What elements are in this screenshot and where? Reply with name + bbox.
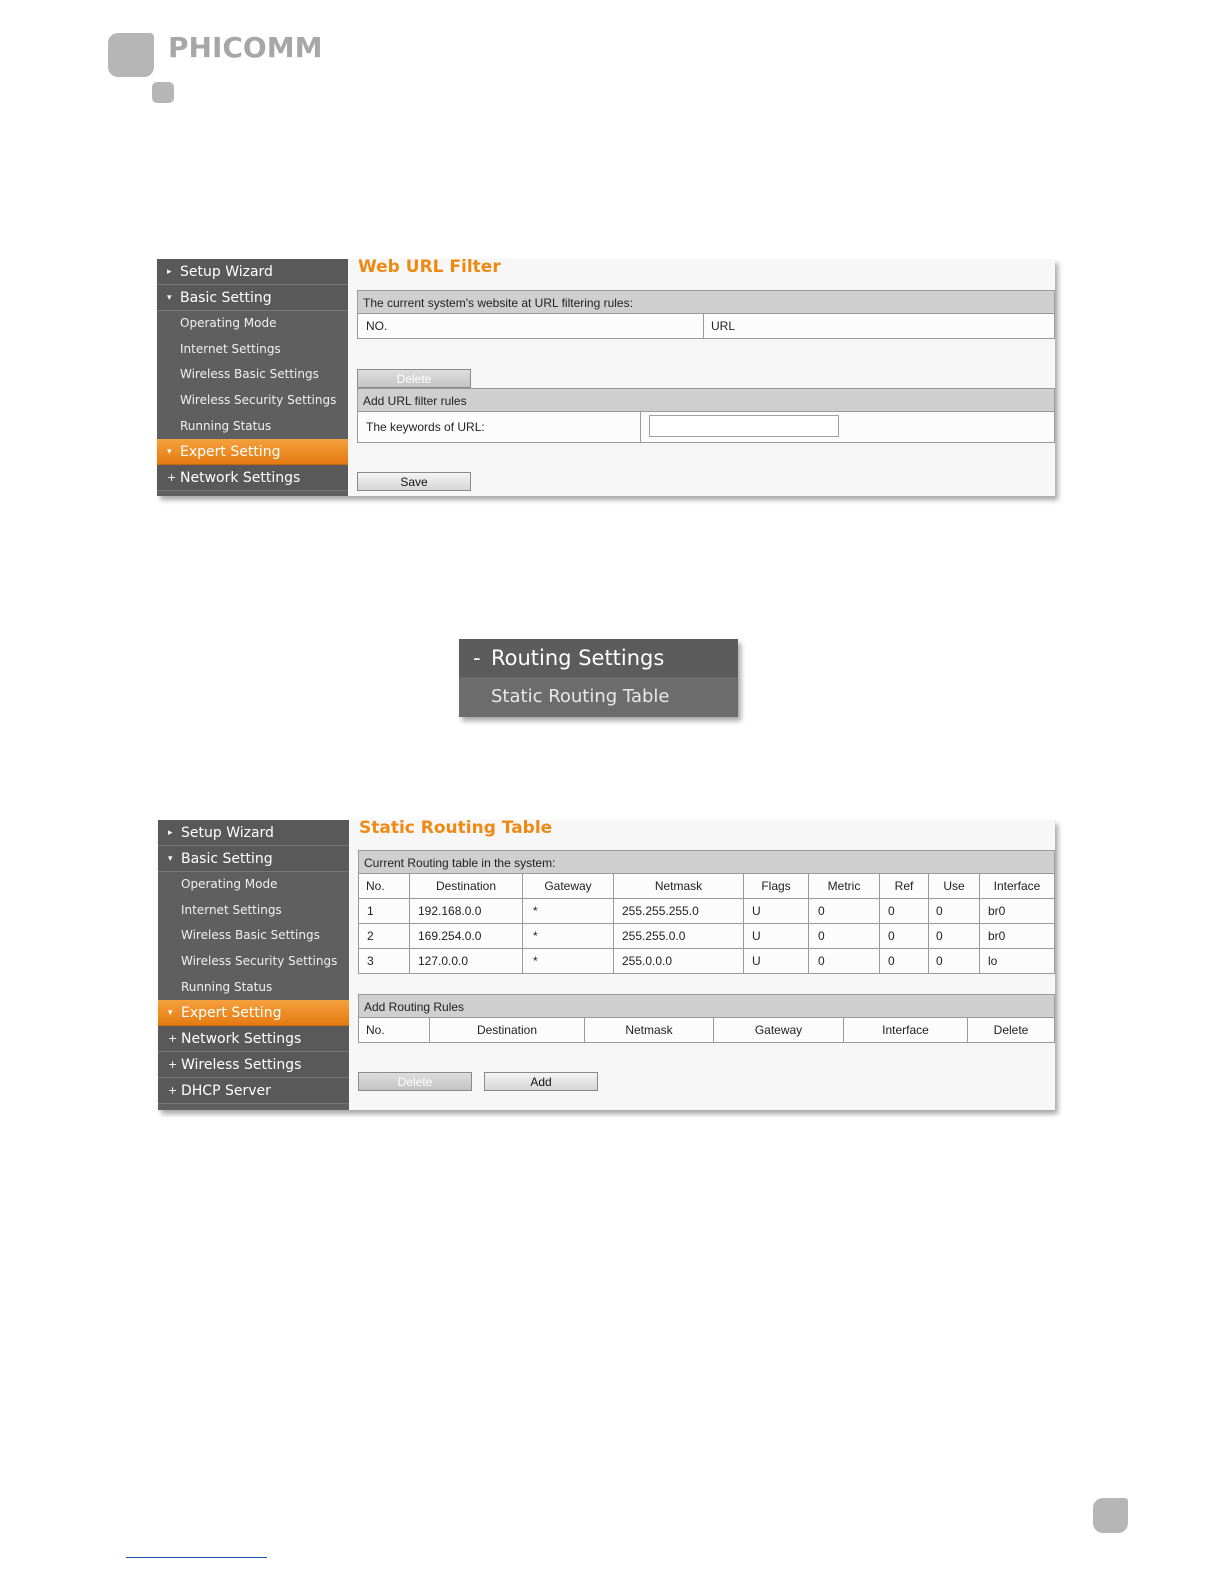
cell-netmask: 255.0.0.0 [613,949,743,973]
cell-use: 0 [928,949,979,973]
arrow-right-icon: ▸ [167,267,172,277]
cell-netmask: 255.255.0.0 [613,924,743,948]
sidebar-item-basic-setting[interactable] [158,846,349,872]
sidebar-item-network-settings[interactable] [157,465,348,491]
sidebar-item-setup-wizard[interactable] [157,259,348,285]
sidebar-item-label: Basic Setting [180,290,272,306]
cell-metric: 0 [808,899,879,923]
col-no: NO. [366,319,388,333]
sidebar-item-label: Wireless Settings [181,1057,302,1074]
arrow-down-icon: ▾ [167,447,172,458]
add-button[interactable]: Add [484,1072,598,1091]
sidebar-item-setup-wizard[interactable] [158,820,349,846]
static-routing-panel [158,820,1055,1110]
sidebar-item-wireless-security-settings[interactable]: Wireless Security Settings [180,393,337,408]
sidebar-item-label: Network Settings [181,1031,302,1048]
cell-ref: 0 [879,899,928,923]
col-destination: Destination [429,1018,584,1042]
cell-ref: 0 [879,949,928,973]
cell-flags: U [743,924,808,948]
arrow-down-icon: ▾ [167,293,172,303]
sidebar-menu [157,259,348,496]
sidebar-item-label: Setup Wizard [181,825,274,841]
sidebar-item-wireless-settings[interactable] [158,1052,349,1078]
cell-metric: 0 [808,949,879,973]
delete-button[interactable]: Delete [357,369,471,388]
sidebar-item-label: Setup Wizard [180,264,273,280]
logo-square-shape [108,33,154,77]
footer-link-underline [126,1557,267,1558]
col-destination: Destination [409,874,522,898]
cell-metric: 0 [808,924,879,948]
col-gateway: Gateway [713,1018,843,1042]
cell-interface: br0 [979,899,1054,923]
sidebar-item-network-settings[interactable] [158,1026,349,1052]
cell-gateway: * [522,949,613,973]
col-ref: Ref [879,874,928,898]
col-flags: Flags [743,874,808,898]
sidebar-item-label: Network Settings [180,470,301,487]
sidebar-item-label: DHCP Server [181,1083,271,1100]
cell-flags: U [743,899,808,923]
cell-netmask: 255.255.255.0 [613,899,743,923]
keyword-cell [640,412,1054,442]
plus-icon: + [168,1032,178,1046]
cell-no: 1 [367,904,374,918]
add-rules-header: Add URL filter rules [357,388,1055,412]
keyword-label: The keywords of URL: [366,420,485,434]
main-content [348,259,1055,496]
sidebar-item-operating-mode[interactable]: Operating Mode [181,877,278,891]
sidebar-item-wireless-security-settings[interactable]: Wireless Security Settings [181,954,338,969]
routing-settings-item[interactable] [459,639,738,677]
plus-icon: + [167,471,177,485]
table-row [358,899,1055,924]
col-url: URL [703,314,1054,338]
add-routing-header: Add Routing Rules [358,994,1055,1018]
main-content [349,820,1055,1110]
routing-settings-label: Routing Settings [491,646,665,670]
col-gateway: Gateway [522,874,613,898]
static-routing-table-item[interactable] [459,677,738,717]
sidebar-item-label: Expert Setting [181,1005,282,1022]
sidebar-item-expert-setting[interactable] [157,439,348,465]
sidebar-item-dhcp-server[interactable] [158,1078,349,1104]
keyword-row [357,412,1055,443]
add-routing-columns-row [358,1018,1055,1043]
delete-button[interactable]: Delete [358,1072,472,1091]
sidebar-item-running-status[interactable]: Running Status [180,418,272,433]
col-no: No. [366,1023,385,1037]
col-netmask: Netmask [613,874,743,898]
url-rules-header-row [357,314,1055,339]
col-interface: Interface [843,1018,967,1042]
cell-gateway: * [522,924,613,948]
arrow-down-icon: ▾ [168,854,173,864]
cell-no: 2 [367,929,374,943]
sidebar-item-basic-setting[interactable] [157,285,348,311]
web-url-filter-panel [157,259,1055,496]
table-row [358,949,1055,974]
sidebar-menu [158,820,349,1110]
phicomm-logo [108,33,348,105]
cell-destination: 192.168.0.0 [409,899,522,923]
table-row [358,924,1055,949]
page-title: Web URL Filter [358,257,501,277]
arrow-right-icon: ▸ [168,828,173,838]
logo-dot-shape [152,82,174,103]
cell-use: 0 [928,899,979,923]
sidebar-item-wireless-basic-settings[interactable]: Wireless Basic Settings [180,367,319,382]
sidebar-item-wireless-basic-settings[interactable]: Wireless Basic Settings [181,928,320,943]
static-routing-table-label: Static Routing Table [491,686,670,707]
sidebar-item-internet-settings[interactable]: Internet Settings [181,902,282,917]
sidebar-item-expert-setting[interactable] [158,1000,349,1026]
cell-flags: U [743,949,808,973]
routing-table-header-row [358,874,1055,899]
cell-destination: 169.254.0.0 [409,924,522,948]
col-no: No. [366,879,385,893]
sidebar-item-label: Basic Setting [181,851,273,867]
cell-gateway: * [522,899,613,923]
col-metric: Metric [808,874,879,898]
save-button[interactable]: Save [357,472,471,491]
col-use: Use [928,874,979,898]
sidebar-item-operating-mode[interactable]: Operating Mode [180,316,277,330]
current-rules-header: The current system's website at URL filtering rules: [357,290,1055,314]
cell-interface: br0 [979,924,1054,948]
col-netmask: Netmask [584,1018,713,1042]
cell-ref: 0 [879,924,928,948]
logo-text: PHICOMM [168,31,323,64]
col-delete: Delete [967,1018,1054,1042]
cell-no: 3 [367,954,374,968]
col-interface: Interface [979,874,1054,898]
current-routing-header: Current Routing table in the system: [358,850,1055,874]
plus-icon: + [168,1058,178,1072]
url-keyword-input[interactable] [649,415,839,437]
arrow-down-icon: ▾ [168,1008,173,1019]
page-title: Static Routing Table [359,818,553,838]
cell-interface: lo [979,949,1054,973]
routing-settings-menu [459,639,738,717]
sidebar-item-running-status[interactable]: Running Status [181,979,273,994]
page-corner-badge [1093,1498,1128,1533]
sidebar-item-internet-settings[interactable]: Internet Settings [180,341,281,356]
plus-icon: + [168,1084,178,1098]
sidebar-item-label: Expert Setting [180,444,281,461]
cell-destination: 127.0.0.0 [409,949,522,973]
cell-use: 0 [928,924,979,948]
minus-icon: - [473,646,481,670]
